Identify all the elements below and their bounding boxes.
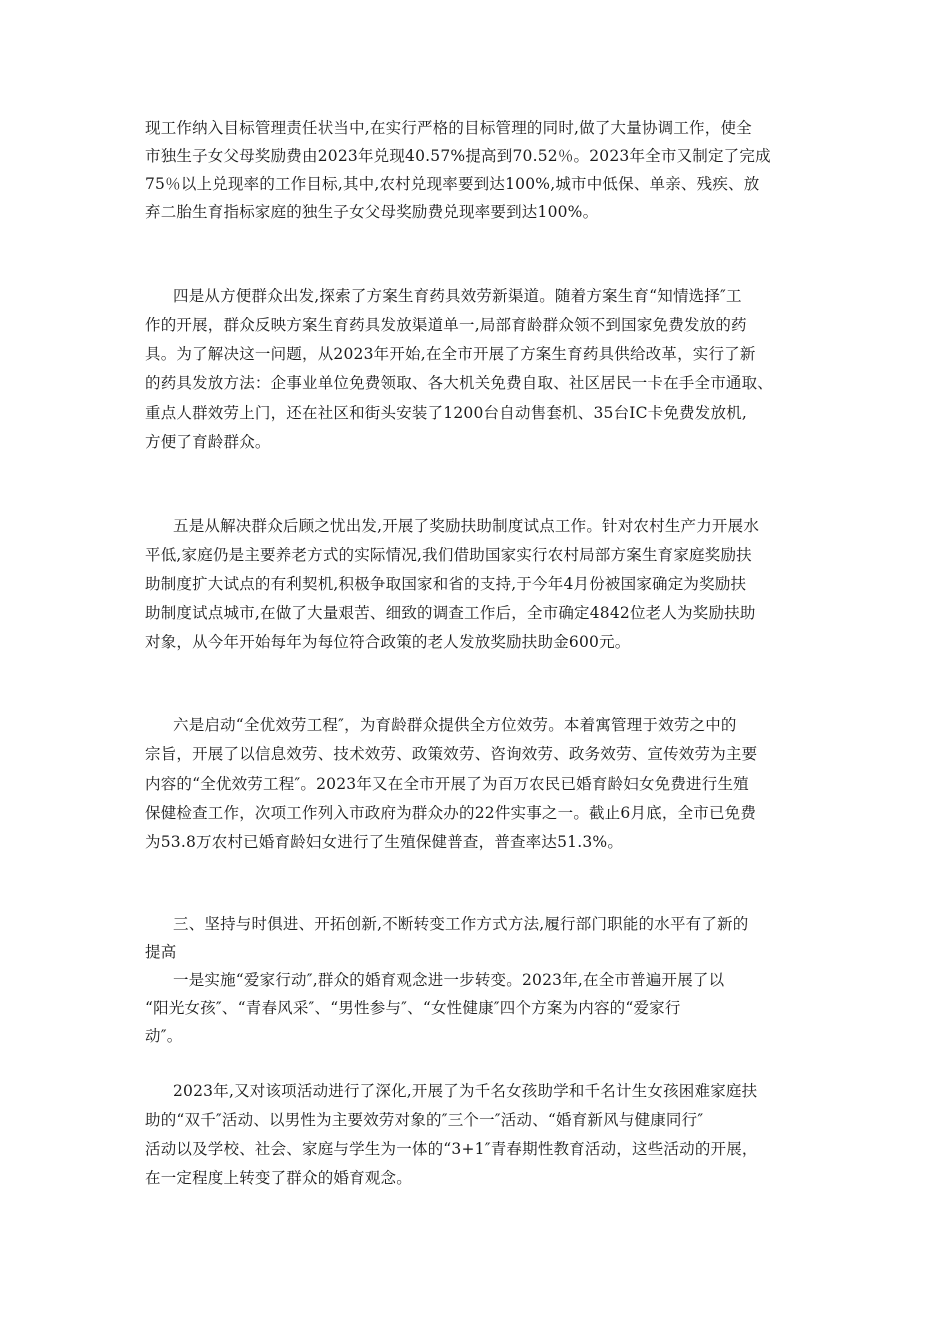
text-line: 现工作纳入目标管理责任状当中,在实行严格的目标管理的同时,做了大量协调工作，使全	[145, 119, 752, 137]
text-line: 平低,家庭仍是主要养老方式的实际情况,我们借助国家实行农村局部方案生育家庭奖励扶	[145, 546, 752, 564]
text-line: 为53.8万农村已婚育龄妇女进行了生殖保健普查，普查率达51.3%。	[145, 833, 624, 851]
text-line: 具。为了解决这一问题，从2023年开始,在全市开展了方案生育药具供给改革，实行了新	[145, 345, 756, 363]
section-heading: 三、坚持与时俱进、开拓创新,不断转变工作方式方法,履行部门职能的水平有了新的	[173, 915, 749, 933]
text-line: 弃二胎生育指标家庭的独生子女父母奖励费兑现率要到达100%。	[145, 203, 599, 221]
text-line: 一是实施“爱家行动″,群众的婚育观念进一步转变。2023年,在全市普遍开展了以	[173, 971, 725, 989]
text-line: 在一定程度上转变了群众的婚育观念。	[145, 1169, 412, 1187]
text-line: 宗旨，开展了以信息效劳、技术效劳、政策效劳、咨询效劳、政务效劳、宣传效劳为主要	[145, 745, 758, 763]
text-line: 市独生子女父母奖励费由2023年兑现40.57%提高到70.52％。2023年全市又制定了完成	[145, 147, 771, 165]
text-line: 内容的“全优效劳工程″。2023年又在全市开展了为百万农民已婚育龄妇女免费进行生殖	[145, 775, 749, 793]
text-line: 保健检查工作，次项工作列入市政府为群众办的22件实事之一。截止6月底，全市已免费	[145, 804, 757, 822]
text-line: 五是从解决群众后顾之忧出发,开展了奖励扶助制度试点工作。针对农村生产力开展水	[173, 517, 760, 535]
text-line: 动″。	[145, 1027, 183, 1045]
text-line: 活动以及学校、社会、家庭与学生为一体的“3+1″青春期性教育活动，这些活动的开展，	[145, 1140, 758, 1158]
text-line: 作的开展，群众反映方案生育药具发放渠道单一,局部育龄群众领不到国家免费发放的药	[145, 316, 747, 334]
text-line: “阳光女孩″、“青春风采″、“男性参与″、“女性健康″四个方案为内容的“爱家行	[145, 999, 681, 1017]
text-line: 六是启动“全优效劳工程″，为育龄群众提供全方位效劳。本着寓管理于效劳之中的	[173, 716, 737, 734]
text-line: 助制度试点城市,在做了大量艰苦、细致的调查工作后，全市确定4842位老人为奖励扶助	[145, 604, 756, 622]
text-line: 的药具发放方法：企事业单位免费领取、各大机关免费自取、社区居民一卡在手全市通取、	[145, 374, 774, 392]
text-line: 助制度扩大试点的有利契机,积极争取国家和省的支持,于今年4月份被国家确定为奖励扶	[145, 575, 747, 593]
text-line: 对象，从今年开始每年为每位符合政策的老人发放奖励扶助金600元。	[145, 633, 631, 651]
text-line: 重点人群效劳上门，还在社区和街头安装了1200台自动售套机、35台IC卡免费发放机,	[145, 404, 747, 422]
section-heading-continued: 提高	[145, 943, 177, 961]
text-line: 四是从方便群众出发,探索了方案生育药具效劳新渠道。随着方案生育“知情选择″工	[173, 287, 742, 305]
text-line: 2023年,又对该项活动进行了深化,开展了为千名女孩助学和千名计生女孩困难家庭扶	[173, 1082, 758, 1100]
text-line: 助的“双千″活动、以男性为主要效劳对象的″三个一″活动、“婚育新风与健康同行″	[145, 1111, 704, 1129]
text-line: 75％以上兑现率的工作目标,其中,农村兑现率要到达100%,城市中低保、单亲、残疾、放	[145, 175, 760, 193]
text-line: 方便了育龄群众。	[145, 433, 271, 451]
